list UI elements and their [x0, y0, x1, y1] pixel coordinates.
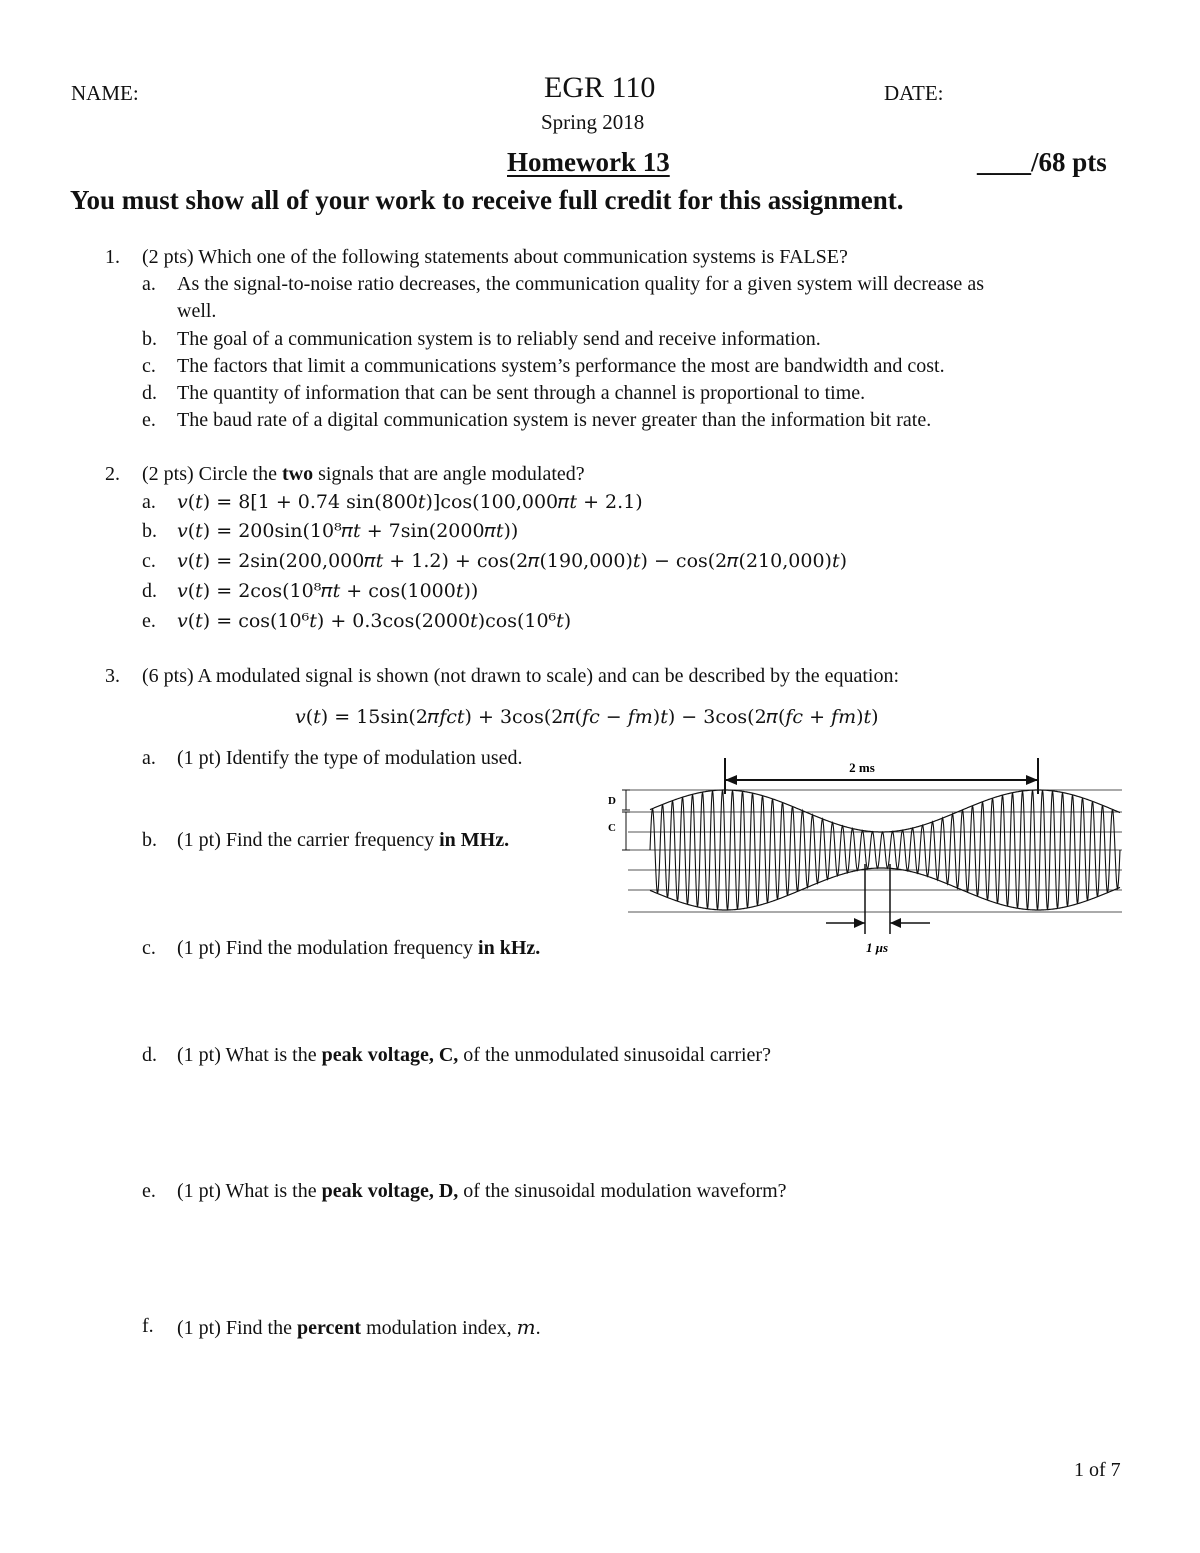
- q2-option-letter: b.: [142, 520, 157, 542]
- carrier-period-label: 1 μs: [865, 940, 889, 955]
- q1-option-letter: a.: [142, 273, 156, 295]
- q3-part-d-text: (1 pt) What is the: [177, 1044, 322, 1066]
- q2-option-letter: c.: [142, 550, 156, 572]
- dc-dimension-brackets: [622, 790, 630, 850]
- label-c: C: [608, 822, 616, 834]
- q2-number: 2.: [105, 463, 120, 485]
- q3-part-b: [177, 829, 509, 852]
- q3-part-c-bold: in kHz.: [478, 937, 541, 959]
- q1-option-c: The factors that limit a communications system’s performance the most are bandwidth and cost.: [177, 355, 945, 377]
- q3-part-f-post: modulation index, 𝑚.: [361, 1317, 541, 1339]
- date-label: DATE:: [884, 81, 944, 105]
- q2-option-c-equation: 𝑣(𝑡) = 2sin(200,000𝜋𝑡 + 1.2) + cos(2𝜋(190,000)𝑡) − cos(2𝜋(210,000)𝑡): [177, 550, 847, 572]
- q2-option-letter: e.: [142, 610, 156, 632]
- q3-part-f-text: (1 pt) Find the: [177, 1317, 297, 1339]
- q1-option-letter: e.: [142, 409, 156, 431]
- q1-option-a-cont: well.: [177, 300, 217, 322]
- score-blank: ____: [977, 147, 1031, 177]
- q3-part-c: [177, 937, 540, 960]
- q3-number: 3.: [105, 665, 120, 687]
- q1-option-b: The goal of a communication system is to reliably send and receive information.: [177, 328, 821, 350]
- term-label: Spring 2018: [541, 110, 645, 134]
- carrier-arrow-right: [890, 918, 901, 928]
- page-number: 1 of 7: [1074, 1459, 1121, 1481]
- period-label: 2 ms: [849, 760, 875, 775]
- period-marker: [725, 758, 1038, 794]
- q3-equation: 𝑣(𝑡) = 15sin(2𝜋𝑓𝑐𝑡) + 3cos(2𝜋(𝑓𝑐 − 𝑓𝑚)𝑡) − 3cos(2𝜋(𝑓𝑐 + 𝑓𝑚)𝑡): [295, 706, 879, 728]
- course-title: EGR 110: [544, 71, 656, 104]
- q3-part-f-bold: percent: [297, 1317, 362, 1339]
- q1-number: 1.: [105, 246, 120, 268]
- q3-part-letter: c.: [142, 937, 156, 959]
- q3-part-b-bold: in MHz.: [439, 829, 510, 851]
- carrier-arrow-left: [854, 918, 865, 928]
- homework-title: Homework 13: [507, 147, 670, 177]
- period-arrow-left: [725, 775, 737, 785]
- q3-part-c-text: (1 pt) Find the modulation frequency: [177, 937, 479, 959]
- q2-text-post: signals that are angle modulated?: [313, 463, 585, 485]
- label-d: D: [608, 795, 616, 807]
- q3-part-f: [177, 1315, 541, 1340]
- q1-option-d: The quantity of information that can be sent through a channel is proportional to time.: [177, 382, 866, 404]
- q3-part-b-text: (1 pt) Find the carrier frequency: [177, 829, 440, 851]
- q1-option-e: The baud rate of a digital communication system is never greater than the information bit rate.: [177, 409, 932, 431]
- q2-option-d-equation: 𝑣(𝑡) = 2cos(10⁸𝜋𝑡 + cos(1000𝑡)): [177, 580, 479, 602]
- q2-option-a-equation: 𝑣(𝑡) = 8[1 + 0.74 sin(800𝑡)]cos(100,000𝜋𝑡 + 2.1): [177, 491, 643, 513]
- q3-part-d-post: of the unmodulated sinusoidal carrier?: [458, 1044, 771, 1066]
- q2-option-letter: d.: [142, 580, 157, 602]
- instructions: You must show all of your work to receive full credit for this assignment.: [70, 185, 904, 215]
- q3-part-e: [177, 1180, 787, 1203]
- q1-text: (2 pts) Which one of the following statements about communication systems is FALSE?: [142, 246, 848, 268]
- q3-part-letter: d.: [142, 1044, 157, 1066]
- q1-option-letter: c.: [142, 355, 156, 377]
- q3-part-letter: e.: [142, 1180, 156, 1202]
- q3-part-d: [177, 1044, 771, 1067]
- score-field: [977, 147, 1107, 178]
- q2-option-e-equation: 𝑣(𝑡) = cos(10⁶𝑡) + 0.3cos(2000𝑡)cos(10⁶𝑡): [177, 610, 572, 632]
- q1-option-a: As the signal-to-noise ratio decreases, the communication quality for a given system will decrease as: [177, 273, 984, 295]
- q2-option-letter: a.: [142, 491, 156, 513]
- q3-part-e-post: of the sinusoidal modulation waveform?: [458, 1180, 787, 1202]
- q2-option-b-equation: 𝑣(𝑡) = 200sin(10⁸𝜋𝑡 + 7sin(2000𝜋𝑡)): [177, 520, 519, 542]
- period-arrow-right: [1026, 775, 1038, 785]
- q1-option-letter: d.: [142, 382, 157, 404]
- q2-text-pre: (2 pts) Circle the: [142, 463, 282, 485]
- name-label: NAME:: [71, 81, 139, 105]
- q3-part-e-bold: peak voltage, D,: [321, 1180, 459, 1202]
- q2-text: [142, 463, 585, 486]
- q3-part-d-bold: peak voltage, C,: [321, 1044, 459, 1066]
- q3-part-letter: b.: [142, 829, 157, 851]
- q3-part-a-text: (1 pt) Identify the type of modulation used.: [177, 747, 523, 769]
- q3-text: (6 pts) A modulated signal is shown (not drawn to scale) and can be described by the equation:: [142, 665, 900, 687]
- modulated-signal-figure: [600, 752, 1130, 962]
- q2-text-bold: two: [281, 463, 314, 485]
- q3-part-a: [177, 747, 522, 770]
- q3-part-letter: f.: [142, 1315, 154, 1337]
- carrier-waveform: [650, 790, 1120, 910]
- score-total: /68 pts: [1031, 147, 1107, 177]
- q1-option-letter: b.: [142, 328, 157, 350]
- q3-part-e-text: (1 pt) What is the: [177, 1180, 322, 1202]
- q3-part-letter: a.: [142, 747, 156, 769]
